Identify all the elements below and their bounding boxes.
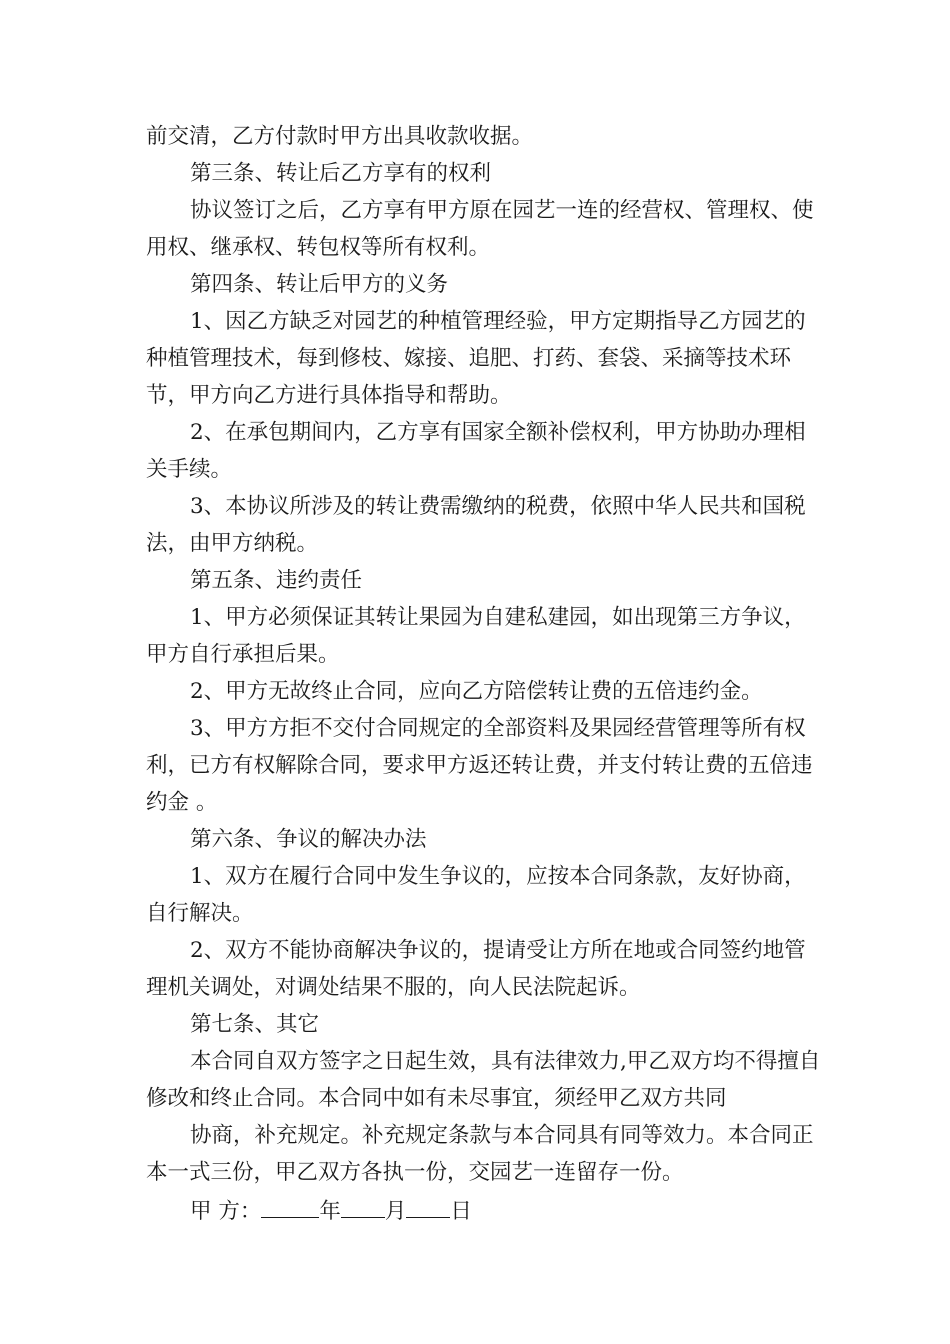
year-label: 年 (319, 1199, 341, 1224)
month-label: 月 (384, 1199, 407, 1224)
heading-article-7: 第七条、其它 (190, 1012, 320, 1037)
day-label: 日 (450, 1199, 472, 1224)
paragraph-payment-receipt: 前交清，乙方付款时甲方出具收款收据。 (146, 124, 534, 149)
paragraph-liability-2: 2、甲方无故终止合同，应向乙方陪偿转让费的五倍违约金。 (190, 679, 763, 704)
heading-article-4: 第四条、转让后甲方的义务 (190, 272, 449, 297)
heading-article-5: 第五条、违约责任 (190, 568, 363, 593)
paragraph-liability-3: 3、甲方方拒不交付合同规定的全部资料及果园经营管理等所有权利，已方有权解除合同，要求甲方返还转让费，并支付转让费的五倍违约金 。 (146, 716, 813, 815)
heading-article-6: 第六条、争议的解决办法 (190, 827, 427, 852)
paragraph-liability-1: 1、甲方必须保证其转让果园为自建私建园，如出现第三方争议，甲方自行承担后果。 (146, 605, 806, 667)
year-blank (261, 1191, 319, 1218)
paragraph-dispute-1: 1、双方在履行合同中发生争议的，应按本合同条款，友好协商，自行解决。 (146, 864, 806, 926)
signature-label: 甲 方： (190, 1199, 262, 1224)
paragraph-obligation-1: 1、因乙方缺乏对园艺的种植管理经验，甲方定期指导乙方园艺的种植管理技术，每到修枝、嫁接、追肥、打药、套袋、采摘等技术环节，甲方向乙方进行具体指导和帮助。 (146, 309, 806, 408)
paragraph-obligation-2: 2、在承包期间内，乙方享有国家全额补偿权利，甲方协助办理相关手续。 (146, 420, 806, 482)
month-blank (341, 1191, 385, 1218)
heading-article-3: 第三条、转让后乙方享有的权利 (190, 161, 492, 186)
paragraph-effectiveness: 本合同自双方签字之日起生效，具有法律效力,甲乙双方均不得擅自修改和终止合同。本合同中如有未尽事宜，须经甲乙双方共同 (146, 1049, 821, 1111)
day-blank (406, 1191, 450, 1218)
paragraph-obligation-3: 3、本协议所涉及的转让费需缴纳的税费，依照中华人民共和国税法，由甲方纳税。 (146, 494, 806, 556)
paragraph-buyer-rights: 协议签订之后，乙方享有甲方原在园艺一连的经营权、管理权、使用权、继承权、转包权等所有权利。 (146, 198, 814, 260)
paragraph-dispute-2: 2、双方不能协商解决争议的，提请受让方所在地或合同签约地管理机关调处，对调处结果不服的，向人民法院起诉。 (146, 938, 806, 1000)
contract-body (146, 118, 826, 1230)
signature-line-party-a (146, 1191, 826, 1230)
paragraph-supplement: 协商，补充规定。补充规定条款与本合同具有同等效力。本合同正本一式三份，甲乙双方各执一份，交园艺一连留存一份。 (146, 1123, 814, 1185)
